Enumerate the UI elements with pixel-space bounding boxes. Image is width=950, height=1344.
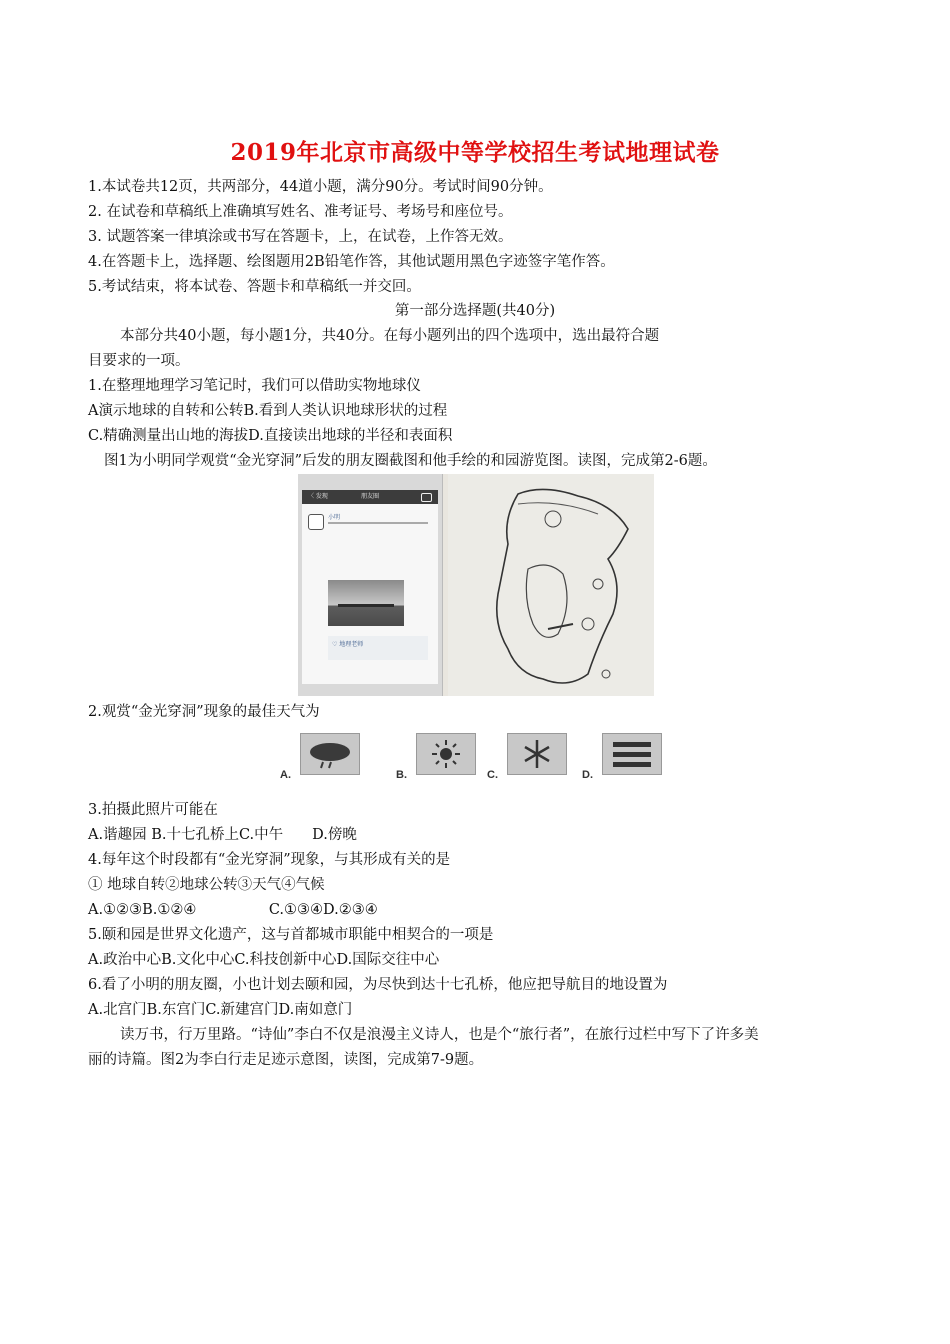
poster-name: 小明 <box>328 514 341 521</box>
q1-options-2: C.精确测量出山地的海拔D.直接读出地球的半径和表面积 <box>88 428 453 444</box>
part1-intro-line1: 本部分共40小题，每小题1分，共40分。在每小题列出的四个选项中，选出最符合题 <box>120 328 660 344</box>
avatar <box>308 514 324 530</box>
likes-box <box>328 636 428 660</box>
phone-back-label: 〈 发现 <box>308 493 328 500</box>
q2-label-b: B. <box>396 769 407 781</box>
q5-options: A.政治中心B.文化中心C.科技创新中心D.国际交往中心 <box>88 952 440 968</box>
q4-items: ① 地球自转②地球公转③天气④气候 <box>88 877 325 893</box>
page-title: 2019年北京市高级中等学校招生考试地理试卷 <box>230 139 720 166</box>
q2-option-b <box>396 733 476 783</box>
q3-stem: 3.拍摄此照片可能在 <box>88 802 218 818</box>
snowflake-icon <box>507 733 567 775</box>
likes-label: ♡ 地理老师 <box>332 641 364 648</box>
cloud-rain-icon <box>300 733 360 775</box>
bridge-photo <box>328 580 404 626</box>
q5-stem: 5.颐和园是世界文化遗产，这与首都城市职能中相契合的一项是 <box>88 927 494 943</box>
figure-1 <box>298 474 654 696</box>
q2-option-c <box>487 733 567 783</box>
part1-heading: 第一部分选择题(共40分) <box>394 303 556 319</box>
q6-stem: 6.看了小明的朋友圈，小也计划去颐和园，为尽快到达十七孔桥，他应把导航目的地设置为 <box>88 977 668 993</box>
instruction-5: 5.考试结束，将本试卷、答题卡和草稿纸一并交回。 <box>88 279 421 295</box>
q2-label-a: A. <box>280 769 291 781</box>
phone-nav-bar <box>302 490 438 504</box>
q3-options: A.谐趣园 B.十七孔桥上C.中午 D.傍晚 <box>88 827 357 843</box>
instruction-3: 3. 试题答案一律填涂或书写在答题卡，上，在试卷，上作答无效。 <box>88 229 513 245</box>
q4-options: A.①②③B.①②④ C.①③④D.②③④ <box>88 902 378 918</box>
post-text <box>328 522 428 528</box>
moment-post <box>302 504 438 684</box>
fog-icon <box>602 733 662 775</box>
phone-title: 朋友圈 <box>360 493 379 500</box>
camera-icon <box>421 493 432 502</box>
q2-option-a <box>280 733 360 783</box>
q2-option-d <box>582 733 662 783</box>
q1-options-1: A演示地球的自转和公转B.看到人类认识地球形状的过程 <box>88 403 448 419</box>
figure1-intro: 图1为小明同学观赏“金光穿洞”后发的朋友圈截图和他手绘的和园游览图。读图，完成第2-6题。 <box>104 453 717 469</box>
passage-line2: 丽的诗篇。图2为李白行走足迹示意图，读图，完成第7-9题。 <box>88 1052 484 1068</box>
q2-label-c: C. <box>487 769 498 781</box>
instruction-1: 1.本试卷共12页，共两部分，44道小题，满分90分。考试时间90分钟。 <box>88 179 553 195</box>
q1-stem: 1.在整理地理学习笔记时，我们可以借助实物地球仪 <box>88 378 421 394</box>
passage-line1: 读万书，行万里路。“诗仙”李白不仅是浪漫主义诗人，也是个“旅行者”，在旅行过栏中写下了许多美 <box>120 1027 759 1043</box>
q4-stem: 4.每年这个时段都有“金光穿洞”现象，与其形成有关的是 <box>88 852 451 868</box>
sun-icon <box>416 733 476 775</box>
q2-label-d: D. <box>582 769 593 781</box>
q2-stem: 2.观赏“金光穿洞”现象的最佳天气为 <box>88 704 320 720</box>
part1-intro-line2: 目要求的一项。 <box>88 353 190 369</box>
summer-palace-map <box>448 474 654 696</box>
instruction-4: 4.在答题卡上，选择题、绘图题用2B铅笔作答，其他试题用黑色字迹签字笔作答。 <box>88 254 615 270</box>
moments-screenshot <box>298 474 443 696</box>
q6-options: A.北宫门B.东宫门C.新建宫门D.南如意门 <box>88 1002 353 1018</box>
instruction-2: 2. 在试卷和草稿纸上准确填写姓名、准考证号、考场号和座位号。 <box>88 204 513 220</box>
